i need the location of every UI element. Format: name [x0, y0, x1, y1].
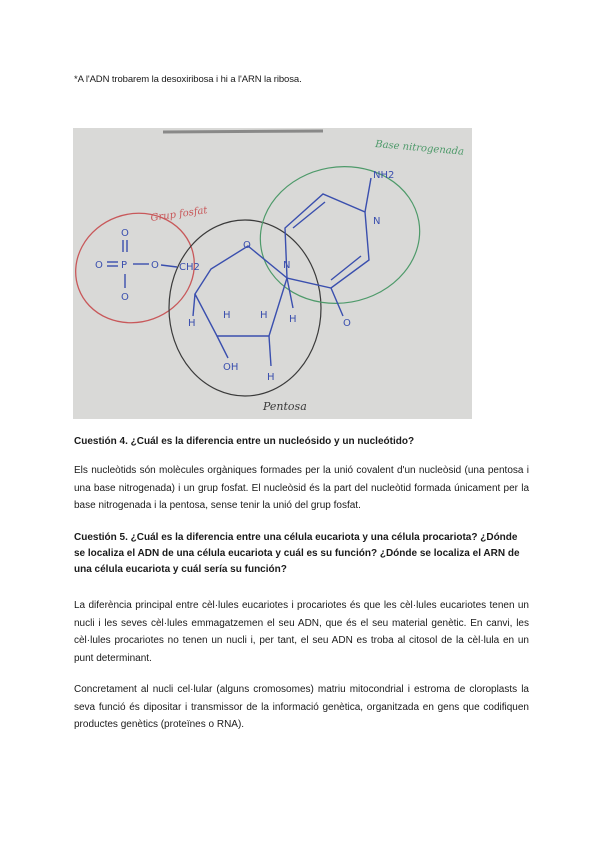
base-circle	[249, 154, 430, 316]
atom-h-2: H	[223, 310, 231, 321]
question-4-answer: Els nucleòtids són molècules orgàniques formades per la unió covalent d'un nucleòsid (una pentosa i una base nitrogenada) i un grup fosfat. El nucleòsid és la part del nucleòtid formada únicament per la base nitrogenada i la pentosa, sense tenir la unió del grup fosfat.	[74, 465, 529, 512]
atom-h-3: H	[260, 310, 268, 321]
atom-o-ring: O	[243, 240, 251, 251]
question-4-heading: Cuestión 4. ¿Cuál es la diferencia entre un nucleósido y un nucleótido?	[74, 436, 415, 447]
atom-n-link: N	[283, 260, 291, 271]
question-5-answer-paragraph-1: La diferència principal entre cèl·lules eucariotes i procariotes és que les cèl·lules eucariotes tenen un nucli i les seves cèl·lules emmagatzemen el seu ADN, que és el seu material genètic. En canvi, les cèl·lules procariotes no tenen un nucli i, per tant, el seu ADN es troba al citosol de la cèl·lula en un punt determinant.	[74, 600, 529, 664]
atom-oh: OH	[223, 362, 239, 373]
atom-o-mid: O	[151, 260, 159, 271]
nucleotide-whiteboard-photo	[73, 128, 472, 419]
footnote-text: *A l'ADN trobarem la desoxiribosa i hi a l'ARN la ribosa.	[74, 74, 302, 85]
atom-n-top: N	[373, 216, 381, 227]
atom-o-left: O	[95, 260, 103, 271]
question-5-answer-paragraph-2: Concretament al nucli cel·lular (alguns cromosomes) matriu mitocondrial i estroma de cloroplasts la seva funció és dipositar i transmissor de la informació genètica, organitzada en gens que codifiquen productes genètics (proteïnes o RNA).	[74, 684, 529, 731]
label-base-nitrogenada: Base nitrogenada	[374, 139, 465, 158]
atom-h-5: H	[267, 372, 275, 383]
atom-p: P	[121, 260, 128, 271]
atom-o-base: O	[343, 318, 351, 329]
atom-ch2: CH2	[179, 262, 200, 273]
atom-h-1: H	[188, 318, 196, 329]
question-5-heading: Cuestión 5. ¿Cuál es la diferencia entre una célula eucariota y una célula procariota? ¿Dónde se localiza el ADN de una célula eucariota y cuál es su función? ¿Dónde se localiza el ARN de una célula eucariota y cuál sería su función?	[74, 532, 520, 575]
atom-h-4: H	[289, 314, 297, 325]
atom-nh2: NH2	[373, 170, 395, 181]
atom-o-bottom: O	[121, 292, 129, 303]
label-grup-fosfat: Grup fosfat	[149, 205, 209, 224]
label-pentosa: Pentosa	[263, 400, 307, 413]
atom-o-top: O	[121, 228, 129, 239]
